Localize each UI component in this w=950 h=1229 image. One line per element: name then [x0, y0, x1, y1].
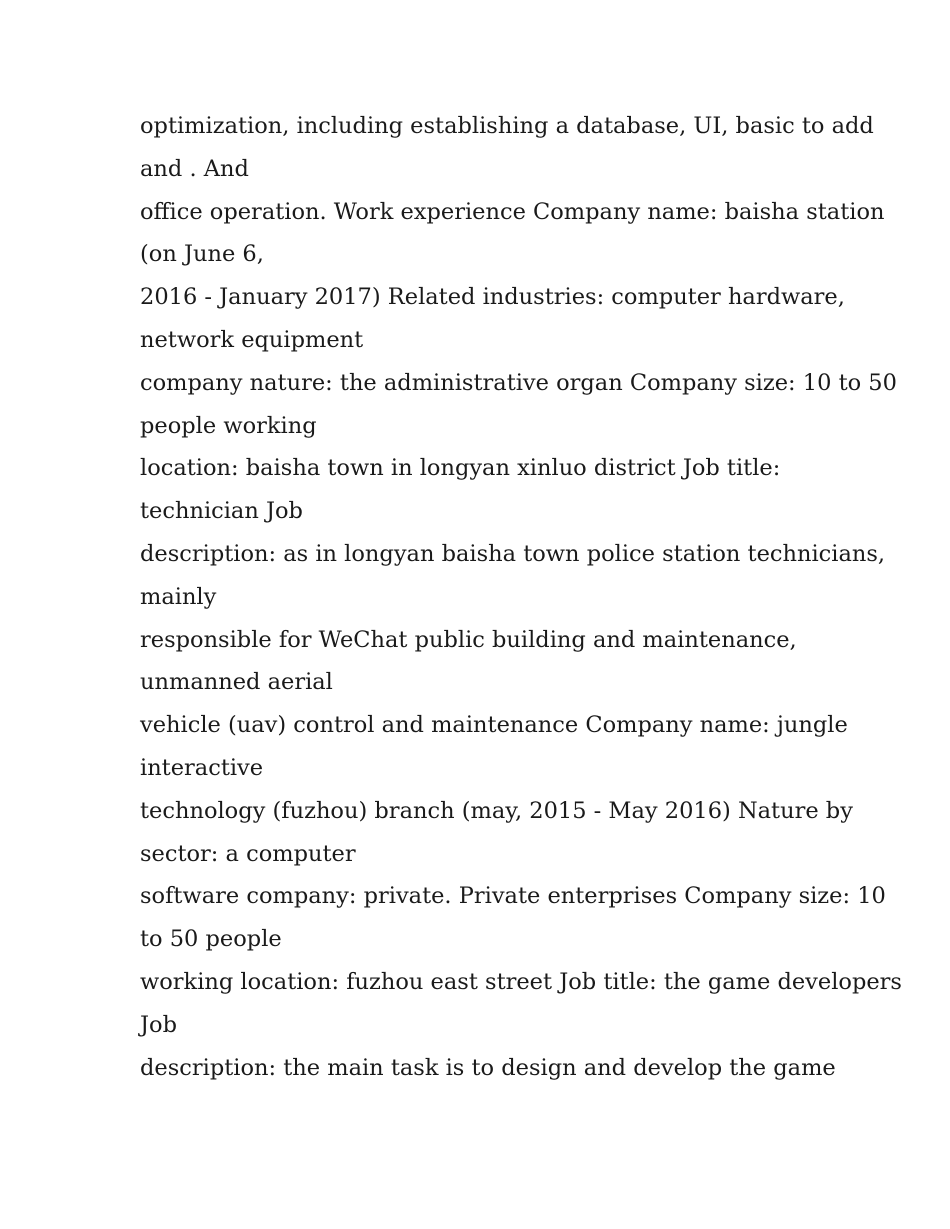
text-line: technician Job — [140, 498, 303, 525]
text-line: interactive — [140, 754, 264, 781]
text-line: optimization, including establishing a database, UI, basic to add — [140, 113, 874, 139]
text-line: Job — [140, 1011, 177, 1038]
text-line: responsible for WeChat public building and maintenance, — [140, 626, 797, 653]
text-line: unmanned aerial — [140, 669, 333, 696]
text-line: sector: a computer — [140, 840, 356, 867]
text-line: office operation. Work experience Company name: baisha station — [140, 198, 885, 225]
text-line: vehicle (uav) control and maintenance Company name: jungle — [140, 712, 848, 739]
text-line: description: as in longyan baisha town police station technicians, — [140, 540, 886, 567]
text-line: (on June 6, — [140, 241, 264, 268]
text-line: working location: fuzhou east street Job title: the game developers — [140, 968, 902, 995]
text-line: 2016 - January 2017) Related industries: computer hardware, — [140, 284, 845, 311]
text-line: mainly — [140, 583, 217, 610]
text-line: and . And — [140, 155, 249, 182]
text-line: location: baisha town in longyan xinluo district Job title: — [140, 455, 781, 482]
text-line: company nature: the administrative organ Company size: 10 to 50 — [140, 369, 897, 396]
text-line: network equipment — [140, 326, 364, 353]
body-text — [140, 105, 902, 1089]
text-line: to 50 people — [140, 926, 282, 953]
text-line: description: the main task is to design and develop the game — [140, 1054, 836, 1081]
text-line: software company: private. Private enterprises Company size: 10 — [140, 883, 886, 910]
text-line: technology (fuzhou) branch (may, 2015 - May 2016) Nature by — [140, 797, 853, 824]
text-line: people working — [140, 412, 317, 439]
